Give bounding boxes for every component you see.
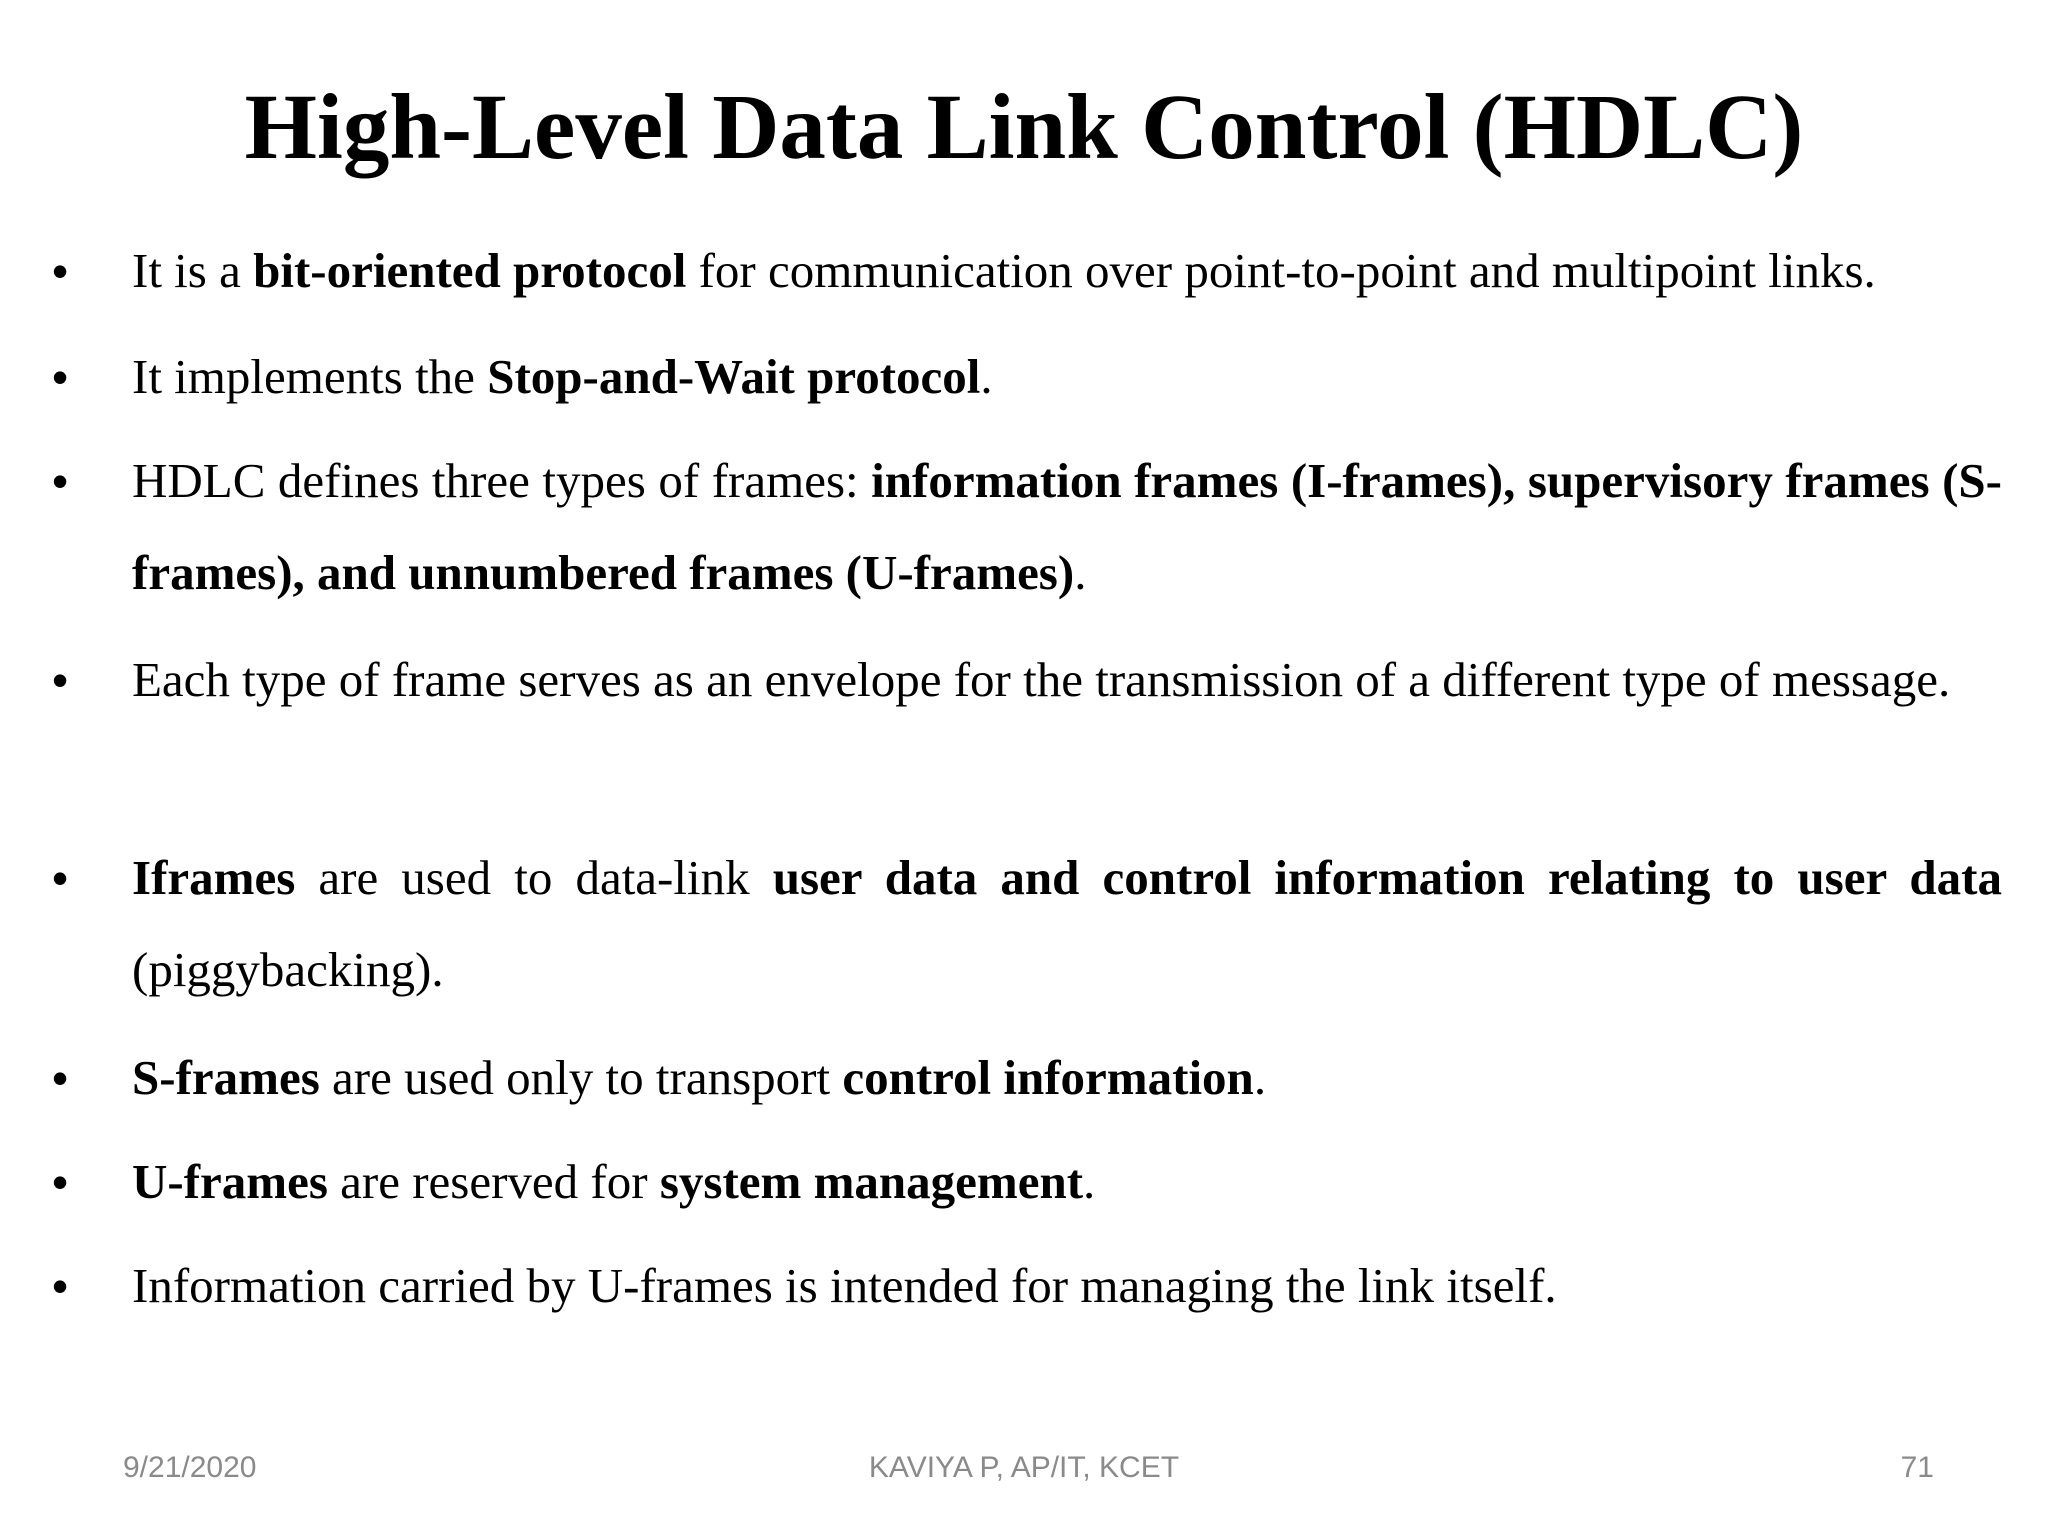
text-segment: . <box>980 349 993 404</box>
bullet-dot-icon: • <box>52 245 69 297</box>
text-segment: It is a <box>132 243 254 298</box>
bullet-item <box>52 435 2002 619</box>
bold-text-segment: control information <box>842 1050 1254 1105</box>
bold-text-segment: bit-oriented protocol <box>253 243 687 298</box>
bold-text-segment: Iframes <box>132 850 296 905</box>
bullet-item <box>52 225 2002 317</box>
bullet-dot-icon: • <box>52 455 69 507</box>
bullet-dot-icon: • <box>52 852 69 904</box>
bullet-item <box>52 1136 2002 1228</box>
bullet-dot-icon: • <box>52 654 69 706</box>
bold-text-segment: Stop-and-Wait protocol <box>487 349 981 404</box>
bullet-dot-icon: • <box>52 351 69 403</box>
bold-text-segment: information frames (I-frames), supervisory frames (S-frames), and unnumbered frames (U-frames) <box>132 453 2002 600</box>
bullet-text <box>132 453 2002 600</box>
text-segment: are used to data-link <box>295 850 773 905</box>
text-segment: (piggybacking). <box>132 942 444 997</box>
slide-number: 71 <box>1900 1451 1934 1484</box>
text-segment: for communication over point-to-point and multipoint links. <box>686 243 1876 298</box>
footer-date: 9/21/2020 <box>123 1451 257 1484</box>
footer-author: KAVIYA P, AP/IT, KCET <box>868 1451 1180 1484</box>
bullet-dot-icon: • <box>52 1260 69 1312</box>
bullet-item <box>52 832 2002 1016</box>
slide-title: High-Level Data Link Control (HDLC) <box>244 76 1804 179</box>
text-segment: . <box>1074 545 1087 600</box>
bullet-text <box>132 349 993 404</box>
bullet-item <box>52 634 2002 726</box>
bold-text-segment: U-frames <box>132 1154 328 1209</box>
text-segment: HDLC defines three types of frames: <box>132 453 872 508</box>
bullet-item <box>52 1032 2002 1124</box>
bullet-item <box>52 331 2002 423</box>
bullet-dot-icon: • <box>52 1052 69 1104</box>
text-segment: are used only to transport <box>319 1050 843 1105</box>
bullet-text <box>132 850 2002 997</box>
text-segment: . <box>1083 1154 1096 1209</box>
text-segment: Each type of frame serves as an envelope for the transmission of a different type of message. <box>132 652 1951 707</box>
bullet-text <box>132 243 1876 298</box>
bullet-text <box>132 1154 1095 1209</box>
bullet-text <box>132 1258 1557 1313</box>
bullet-text <box>132 652 1950 707</box>
text-segment: . <box>1253 1050 1267 1105</box>
bold-text-segment: S-frames <box>132 1050 320 1105</box>
bold-text-segment: user data and control information relating to user data <box>772 850 2002 905</box>
bullet-item <box>52 1240 2002 1332</box>
bullet-dot-icon: • <box>52 1156 69 1208</box>
bullet-text <box>132 1050 1266 1105</box>
text-segment: Information carried by U-frames is intended for managing the link itself. <box>132 1258 1557 1313</box>
bold-text-segment: system management <box>659 1154 1084 1209</box>
text-segment: are reserved for <box>327 1154 660 1209</box>
text-segment: It implements the <box>132 349 488 404</box>
